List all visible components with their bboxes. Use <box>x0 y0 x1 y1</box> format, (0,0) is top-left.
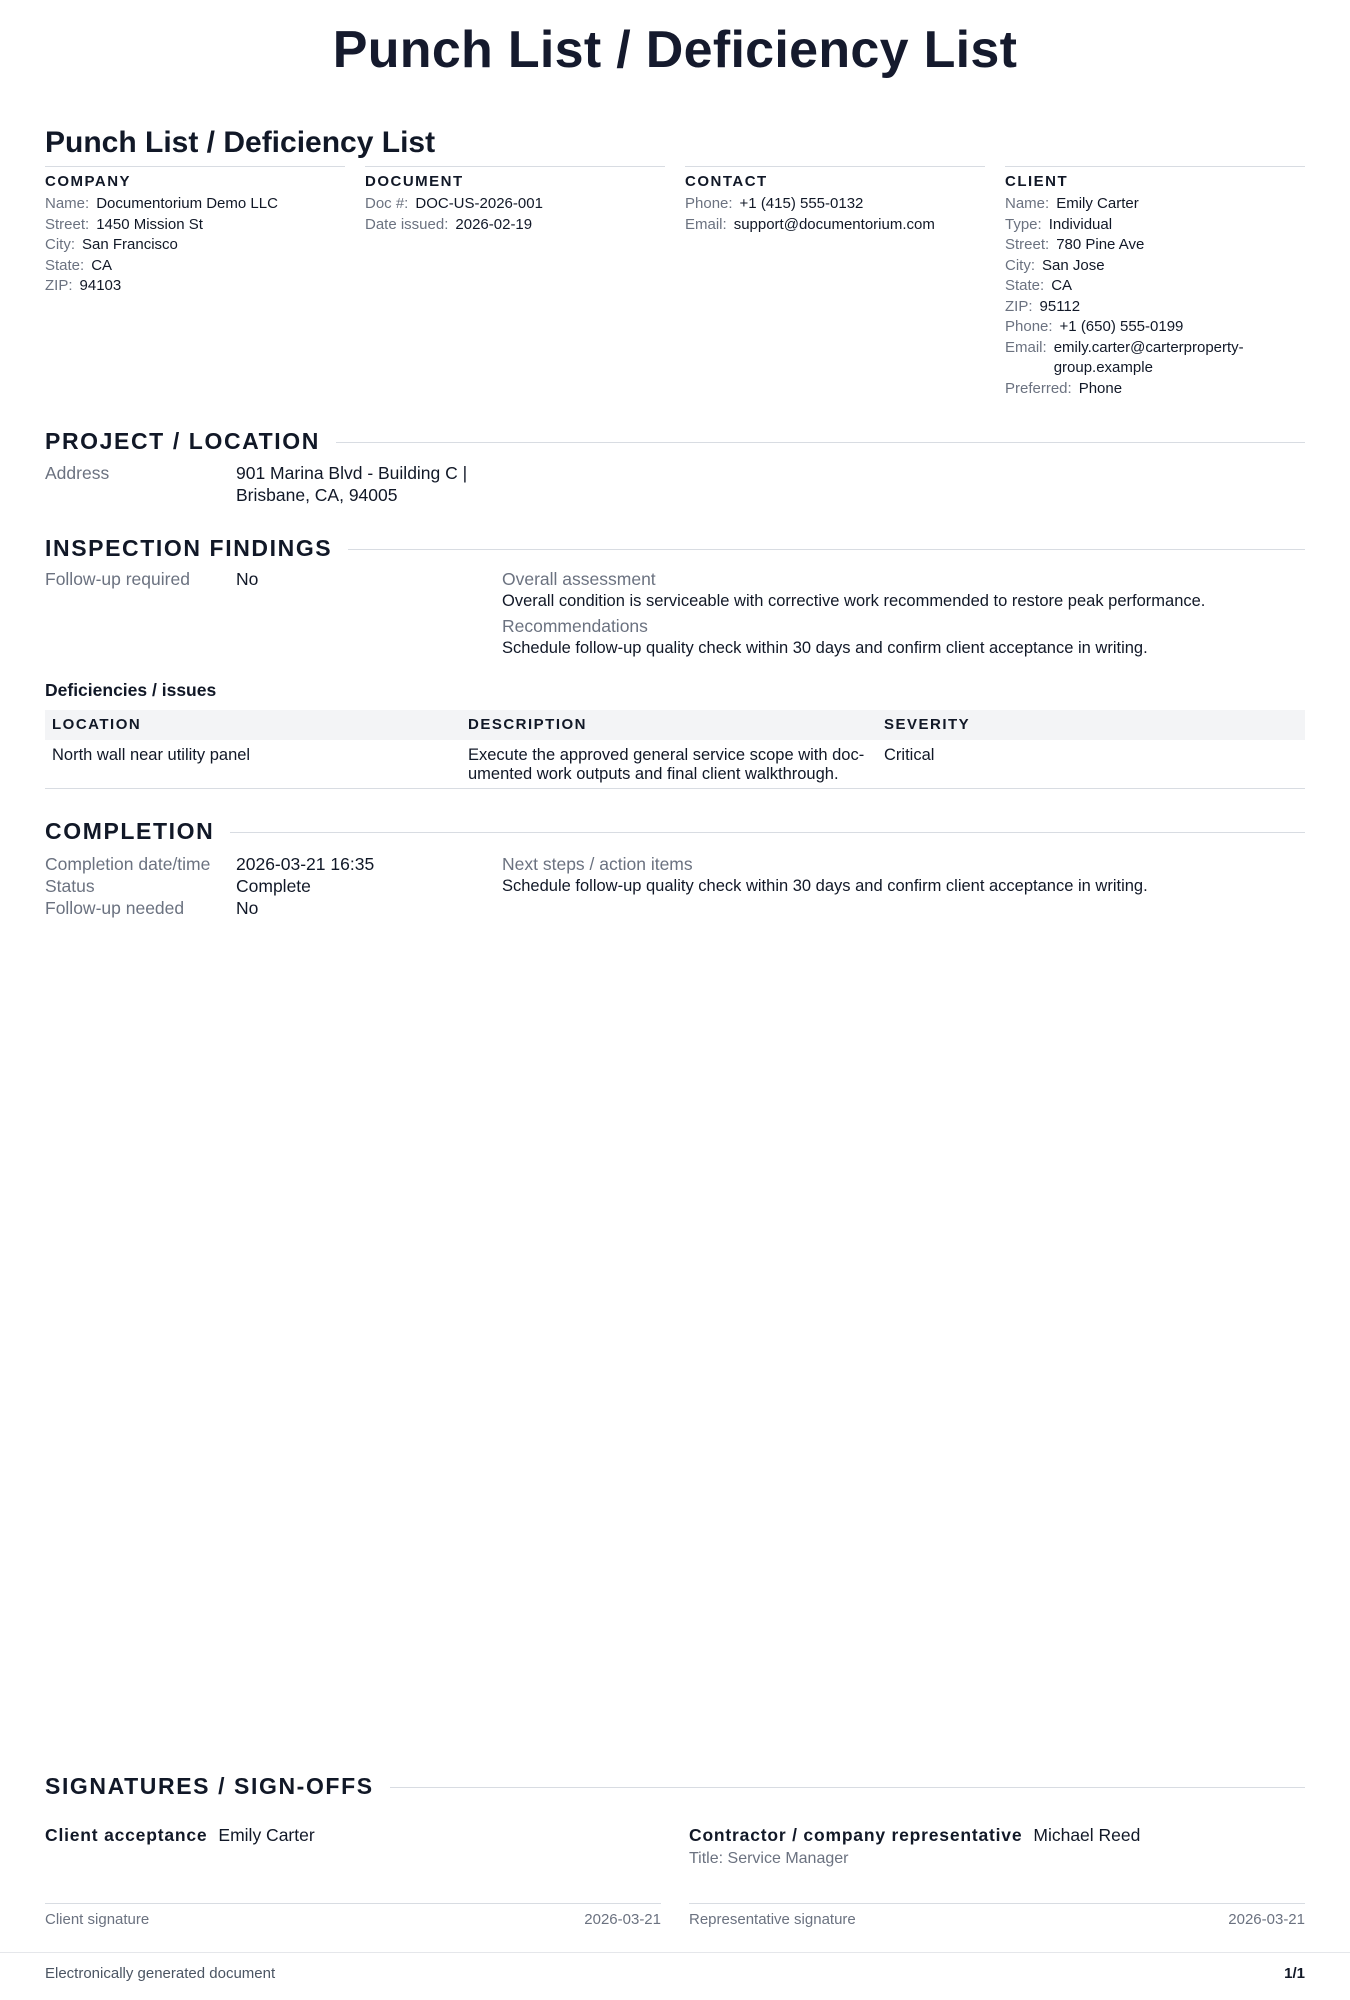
client-signature-block <box>45 1824 661 1929</box>
client-preferred-row <box>1005 379 1305 400</box>
divider <box>390 1787 1305 1788</box>
deficiencies-table <box>45 710 1305 789</box>
description-line1: Execute the approved general service scope with doc- <box>468 746 865 764</box>
column-header-description: DESCRIPTION <box>461 710 877 740</box>
label: Phone: <box>685 195 733 212</box>
completion-left <box>45 853 502 919</box>
contact-phone: +1 (415) 555-0132 <box>739 195 864 212</box>
representative-signature-line <box>689 1903 1305 1929</box>
cell-location: North wall near utility panel <box>45 740 461 789</box>
representative-signature-label: Representative signature <box>689 1911 856 1928</box>
cell-severity: Critical <box>877 740 1305 789</box>
client-city: San Jose <box>1042 256 1105 274</box>
label: City: <box>1005 256 1035 274</box>
description-line2: umented work outputs and final client walkthrough. <box>468 765 839 783</box>
doc-number: DOC-US-2026-001 <box>415 195 543 212</box>
assessment-value: Overall condition is serviceable with corrective work recommended to restore peak performance. <box>502 592 1206 610</box>
label: Email: <box>685 215 727 233</box>
company-heading: COMPANY <box>45 173 132 190</box>
address-label: Address <box>45 463 110 483</box>
page-footer <box>45 1952 1305 1983</box>
divider <box>336 442 1305 443</box>
label: Email: <box>1005 338 1047 356</box>
contact-heading: CONTACT <box>685 173 768 190</box>
project-address-row <box>45 462 1305 506</box>
completion-datetime-label: Completion date/time <box>45 854 211 874</box>
client-zip: 95112 <box>1039 297 1081 315</box>
client-heading: CLIENT <box>1005 173 1069 190</box>
label: Doc #: <box>365 195 409 212</box>
client-name: Emily Carter <box>1056 195 1139 212</box>
date-issued-row <box>365 215 665 236</box>
page-title: Punch List / Deficiency List <box>332 21 1018 79</box>
client-type-row <box>1005 215 1305 236</box>
label: Name: <box>1005 195 1050 212</box>
client-zip-row <box>1005 297 1305 318</box>
completion-followup-value: No <box>236 898 259 918</box>
completion-body <box>45 853 1305 919</box>
company-state-row <box>45 256 345 277</box>
recommendations-label: Recommendations <box>502 616 648 636</box>
followup-required-row <box>45 568 502 590</box>
client-acceptance-name: Emily Carter <box>218 1825 315 1845</box>
info-grid <box>45 166 1305 399</box>
next-steps-value: Schedule follow-up quality check within 30 days and confirm client acceptance in writing. <box>502 877 1148 895</box>
representative-title: Contractor / company representative <box>689 1825 1023 1845</box>
assessment-label: Overall assessment <box>502 569 656 589</box>
representative-subtitle: Title: Service Manager <box>689 1850 849 1867</box>
label: Street: <box>45 215 90 233</box>
footer-note: Electronically generated document <box>45 1965 276 1982</box>
company-state: CA <box>91 256 113 274</box>
document-heading: DOCUMENT <box>365 173 464 190</box>
address-value <box>236 462 467 506</box>
client-acceptance-title: Client acceptance <box>45 1825 208 1845</box>
findings-section-header <box>45 534 1305 562</box>
signature-grid <box>45 1824 1305 1929</box>
contact-block <box>685 166 985 399</box>
representative-name: Michael Reed <box>1033 1825 1141 1845</box>
client-signature-line <box>45 1903 661 1929</box>
client-name-row <box>1005 194 1305 215</box>
client-phone: +1 (650) 555-0199 <box>1059 318 1184 335</box>
completion-status-value: Complete <box>236 876 311 896</box>
client-street: 780 Pine Ave <box>1056 236 1145 253</box>
client-email-row <box>1005 338 1305 379</box>
findings-right <box>502 568 1305 659</box>
representative-title-row <box>689 1824 1305 1846</box>
client-acceptance-title-row <box>45 1824 661 1846</box>
project-section-header <box>45 427 1305 455</box>
client-email-line2: group.example <box>1053 359 1153 376</box>
completion-right <box>502 853 1305 919</box>
company-city: San Francisco <box>82 236 178 253</box>
completion-heading: COMPLETION <box>45 818 215 844</box>
client-email <box>1054 338 1244 379</box>
signature-space <box>689 1869 1305 1903</box>
document-block <box>365 166 665 399</box>
signatures-heading: SIGNATURES / SIGN-OFFS <box>45 1773 374 1799</box>
client-state: CA <box>1051 277 1073 294</box>
label: Type: <box>1005 215 1042 233</box>
company-zip-row <box>45 276 345 297</box>
completion-status-row <box>45 875 502 897</box>
company-street-row <box>45 215 345 236</box>
signature-space <box>45 1846 661 1903</box>
column-header-location: LOCATION <box>45 710 461 740</box>
divider <box>230 832 1305 833</box>
date-issued: 2026-02-19 <box>455 215 533 233</box>
label: ZIP: <box>45 277 73 294</box>
recommendations-value: Schedule follow-up quality check within 30 days and confirm client acceptance in writing. <box>502 639 1148 657</box>
company-city-row <box>45 235 345 256</box>
page <box>45 0 1305 2000</box>
document-title: Punch List / Deficiency List <box>45 126 436 159</box>
completion-datetime-value: 2026-03-21 16:35 <box>236 854 375 874</box>
table-header-row <box>45 710 1305 740</box>
label: Street: <box>1005 236 1050 253</box>
followup-required-label: Follow-up required <box>45 569 190 589</box>
company-name-row <box>45 194 345 215</box>
table-row <box>45 740 1305 789</box>
client-city-row <box>1005 256 1305 277</box>
contact-phone-row <box>685 194 985 215</box>
representative-signature-block <box>689 1824 1305 1929</box>
label: State: <box>45 256 85 274</box>
contact-email-row <box>685 215 985 236</box>
address-line1: 901 Marina Blvd - Building C | <box>236 463 468 483</box>
label: City: <box>45 236 75 253</box>
followup-required-value: No <box>236 569 259 589</box>
contact-email: support@documentorium.com <box>733 215 935 233</box>
client-street-row <box>1005 235 1305 256</box>
completion-status-label: Status <box>45 876 95 896</box>
company-street: 1450 Mission St <box>96 215 203 233</box>
signatures-section <box>45 1772 1305 1929</box>
representative-signature-date: 2026-03-21 <box>1228 1911 1305 1928</box>
findings-body <box>45 568 1305 659</box>
cell-description <box>461 740 877 789</box>
label: Preferred: <box>1005 379 1072 397</box>
company-name: Documentorium Demo LLC <box>96 195 278 212</box>
client-preferred: Phone <box>1078 379 1123 397</box>
column-header-severity: SEVERITY <box>877 710 1305 740</box>
client-signature-date: 2026-03-21 <box>584 1911 661 1928</box>
deficiencies-heading: Deficiencies / issues <box>45 680 217 700</box>
label: State: <box>1005 277 1045 294</box>
findings-heading: INSPECTION FINDINGS <box>45 535 333 561</box>
client-signature-label: Client signature <box>45 1911 150 1928</box>
company-zip: 94103 <box>79 277 122 294</box>
project-heading: PROJECT / LOCATION <box>45 428 320 454</box>
doc-number-row <box>365 194 665 215</box>
address-line2: Brisbane, CA, 94005 <box>236 485 398 505</box>
client-state-row <box>1005 276 1305 297</box>
completion-followup-row <box>45 897 502 919</box>
completion-datetime-row <box>45 853 502 875</box>
next-steps-label: Next steps / action items <box>502 854 693 874</box>
completion-followup-label: Follow-up needed <box>45 898 185 918</box>
page-number: 1/1 <box>1284 1965 1305 1982</box>
label: Date issued: <box>365 215 449 233</box>
client-block <box>1005 166 1305 399</box>
divider <box>348 549 1305 550</box>
completion-section-header <box>45 817 1305 845</box>
client-type: Individual <box>1048 215 1113 233</box>
label: Phone: <box>1005 318 1053 335</box>
label: Name: <box>45 195 90 212</box>
client-phone-row <box>1005 317 1305 338</box>
label: ZIP: <box>1005 297 1033 315</box>
signatures-section-header <box>45 1772 1305 1800</box>
findings-left <box>45 568 502 659</box>
company-block <box>45 166 345 399</box>
client-email-line1: emily.carter@carterproperty- <box>1053 338 1244 356</box>
